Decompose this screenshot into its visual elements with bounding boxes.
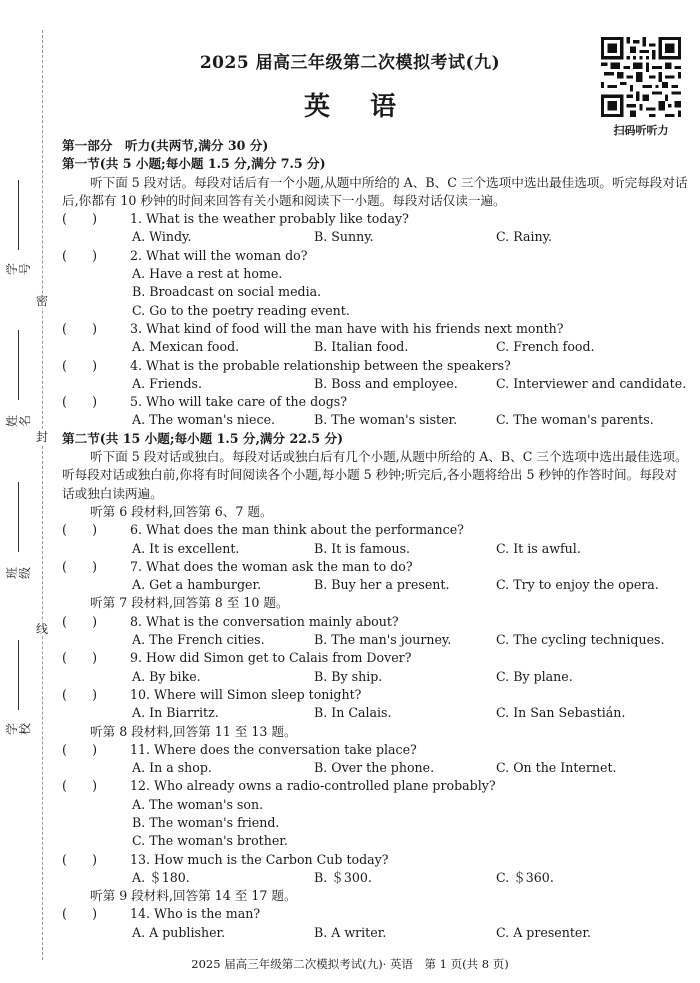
options-14 [62, 924, 688, 942]
question-stem: 5. Who will take care of the dogs? [130, 394, 348, 410]
answer-blank[interactable]: ( ) [62, 247, 98, 263]
option-b[interactable]: B. A writer. [314, 924, 387, 940]
option-b[interactable]: B. By ship. [314, 668, 383, 684]
option-a[interactable]: A. ＄180. [132, 869, 190, 885]
option-a[interactable]: A. Friends. [132, 375, 202, 391]
answer-blank[interactable]: ( ) [62, 211, 98, 227]
answer-blank[interactable]: ( ) [62, 741, 98, 757]
option-a[interactable]: A. Get a hamburger. [132, 577, 262, 593]
option-c[interactable]: C. In San Sebastián. [496, 705, 626, 721]
options-1 [62, 228, 688, 246]
seal-word-feng: 封 [36, 430, 49, 444]
option-b[interactable]: B. The man's journey. [314, 632, 452, 648]
page-footer: 2025 届高三年级第二次模拟考试(九)· 英语 第 1 页(共 8 页) [191, 957, 509, 971]
subject-title: 英语 [303, 92, 436, 122]
question-4 [62, 357, 688, 375]
question-stem: 2. What will the woman do? [130, 247, 308, 263]
class-line [18, 482, 19, 552]
listening-section [62, 137, 688, 942]
school-line [18, 640, 19, 710]
options-13 [62, 869, 688, 887]
question-stem: 12. Who already owns a radio-controlled plane probably? [130, 778, 496, 794]
option-a[interactable]: A. The French cities. [132, 632, 265, 648]
answer-blank[interactable]: ( ) [62, 906, 98, 922]
question-2 [62, 247, 688, 265]
option-a[interactable]: A. Have a rest at home. [132, 266, 283, 282]
answer-blank[interactable]: ( ) [62, 650, 98, 666]
option-b[interactable]: B. In Calais. [314, 705, 392, 721]
option-b[interactable]: B. Buy her a present. [314, 577, 450, 593]
material-8-note: 听第 8 段材料,回答第 11 至 13 题。 [90, 723, 297, 739]
option-c[interactable]: C. French food. [496, 339, 595, 355]
question-stem: 3. What kind of food will the man have with his friends next month? [130, 320, 564, 336]
option-a[interactable]: A. It is excellent. [132, 540, 240, 556]
question-stem: 13. How much is the Carbon Cub today? [130, 851, 389, 867]
material-7-note: 听第 7 段材料,回答第 8 至 10 题。 [90, 595, 289, 611]
option-b[interactable]: B. ＄300. [314, 869, 372, 885]
option-b[interactable]: B. The woman's sister. [314, 412, 458, 428]
option-c[interactable]: C. Interviewer and candidate. [496, 375, 687, 391]
option-a[interactable]: A. A publisher. [132, 924, 226, 940]
seal-dashed-line [42, 30, 43, 960]
material-9-note: 听第 9 段材料,回答第 14 至 17 题。 [90, 888, 297, 904]
answer-blank[interactable]: ( ) [62, 357, 98, 373]
option-c[interactable]: C. By plane. [496, 668, 573, 684]
option-c[interactable]: C. A presenter. [496, 924, 592, 940]
question-stem: 6. What does the man think about the performance? [130, 522, 464, 538]
option-a[interactable]: A. The woman's son. [132, 796, 264, 812]
option-a[interactable]: A. By bike. [132, 668, 201, 684]
option-b[interactable]: B. The woman's friend. [132, 814, 280, 830]
seal-word-mi: 密 [36, 294, 49, 308]
question-14 [62, 905, 688, 923]
question-10 [62, 686, 688, 704]
answer-blank[interactable]: ( ) [62, 320, 98, 336]
option-c[interactable]: C. It is awful. [496, 540, 581, 556]
section1-instructions: 听下面 5 段对话。每段对话后有一个小题,从题中所给的 A、B、C 三个选项中选出最佳选项。听完每段对话后,你都有 10 秒钟的时间来回答有关小题和阅读下一小题。每段对话仅读一遍。 [62, 174, 688, 208]
section1-heading: 第一节(共 5 小题;每小题 1.5 分,满分 7.5 分) [62, 156, 326, 172]
exam-title: 2025 届高三年级第二次模拟考试(九) [199, 53, 501, 73]
option-b[interactable]: B. Boss and employee. [314, 375, 458, 391]
options-6 [62, 540, 688, 558]
answer-blank[interactable]: ( ) [62, 778, 98, 794]
option-c[interactable]: C. ＄360. [496, 869, 554, 885]
option-b[interactable]: B. Over the phone. [314, 760, 435, 776]
option-c[interactable]: C. On the Internet. [496, 760, 617, 776]
question-stem: 14. Who is the man? [130, 906, 261, 922]
option-a[interactable]: A. Mexican food. [132, 339, 240, 355]
question-stem: 4. What is the probable relationship between the speakers? [130, 357, 511, 373]
option-b[interactable]: B. Broadcast on social media. [132, 284, 322, 300]
binding-margin [0, 0, 55, 983]
option-a[interactable]: A. In Biarritz. [132, 705, 219, 721]
seal-word-xian: 线 [36, 622, 49, 636]
option-c[interactable]: C. The woman's parents. [496, 412, 654, 428]
question-stem: 7. What does the woman ask the man to do? [130, 558, 413, 574]
question-12 [62, 777, 688, 795]
option-c[interactable]: C. Rainy. [496, 229, 553, 245]
options-11 [62, 759, 688, 777]
question-13 [62, 851, 688, 869]
question-stem: 1. What is the weather probably like today? [130, 211, 409, 227]
question-1 [62, 210, 688, 228]
question-stem: 9. How did Simon get to Calais from Dover? [130, 650, 412, 666]
answer-blank[interactable]: ( ) [62, 522, 98, 538]
student-id-label: 学号 [5, 263, 32, 276]
name-label: 姓名 [5, 415, 32, 428]
options-7 [62, 576, 688, 594]
option-c[interactable]: C. The woman's brother. [132, 833, 288, 849]
option-b[interactable]: B. It is famous. [314, 540, 411, 556]
options-9 [62, 668, 688, 686]
material-6-note: 听第 6 段材料,回答第 6、7 题。 [90, 503, 273, 519]
answer-blank[interactable]: ( ) [62, 686, 98, 702]
school-label: 学校 [5, 723, 32, 736]
part1-heading: 第一部分 听力(共两节,满分 30 分) [62, 138, 269, 153]
answer-blank[interactable]: ( ) [62, 613, 98, 629]
question-7 [62, 558, 688, 576]
answer-blank[interactable]: ( ) [62, 394, 98, 410]
question-stem: 8. What is the conversation mainly about? [130, 613, 399, 629]
question-9 [62, 649, 688, 667]
question-11 [62, 741, 688, 759]
option-a[interactable]: A. In a shop. [132, 760, 212, 776]
name-line [18, 330, 19, 400]
option-b[interactable]: B. Sunny. [314, 229, 374, 245]
options-4 [62, 375, 688, 393]
section2-heading: 第二节(共 15 小题;每小题 1.5 分,满分 22.5 分) [62, 430, 344, 446]
question-5 [62, 393, 688, 411]
options-8 [62, 631, 688, 649]
options-5 [62, 411, 688, 429]
question-stem: 10. Where will Simon sleep tonight? [130, 686, 362, 702]
option-a[interactable]: A. The woman's niece. [132, 412, 276, 428]
option-a[interactable]: A. Windy. [132, 229, 192, 245]
option-c[interactable]: C. Go to the poetry reading event. [132, 302, 350, 318]
answer-blank[interactable]: ( ) [62, 558, 98, 574]
option-c[interactable]: C. Try to enjoy the opera. [496, 577, 659, 593]
student-id-line [18, 180, 19, 250]
question-6 [62, 521, 688, 539]
options-10 [62, 704, 688, 722]
options-3 [62, 338, 688, 356]
qr-code-icon[interactable] [601, 37, 681, 117]
option-b[interactable]: B. Italian food. [314, 339, 409, 355]
option-c[interactable]: C. The cycling techniques. [496, 632, 665, 648]
class-label: 班级 [5, 567, 32, 580]
question-3 [62, 320, 688, 338]
answer-blank[interactable]: ( ) [62, 851, 98, 867]
section2-instructions: 听下面 5 段对话或独白。每段对话或独白后有几个小题,从题中所给的 A、B、C 三个选项中选出最佳选项。听每段对话或独白前,你将有时间阅读各个小题,每小题 5 秒钟;听完后,各小题将给出 5 秒钟的作答时间。每段对话或独白读两遍。 [62, 449, 688, 501]
question-stem: 11. Where does the conversation take place? [130, 741, 417, 757]
question-8 [62, 613, 688, 631]
qr-caption: 扫码听听力 [613, 124, 669, 137]
